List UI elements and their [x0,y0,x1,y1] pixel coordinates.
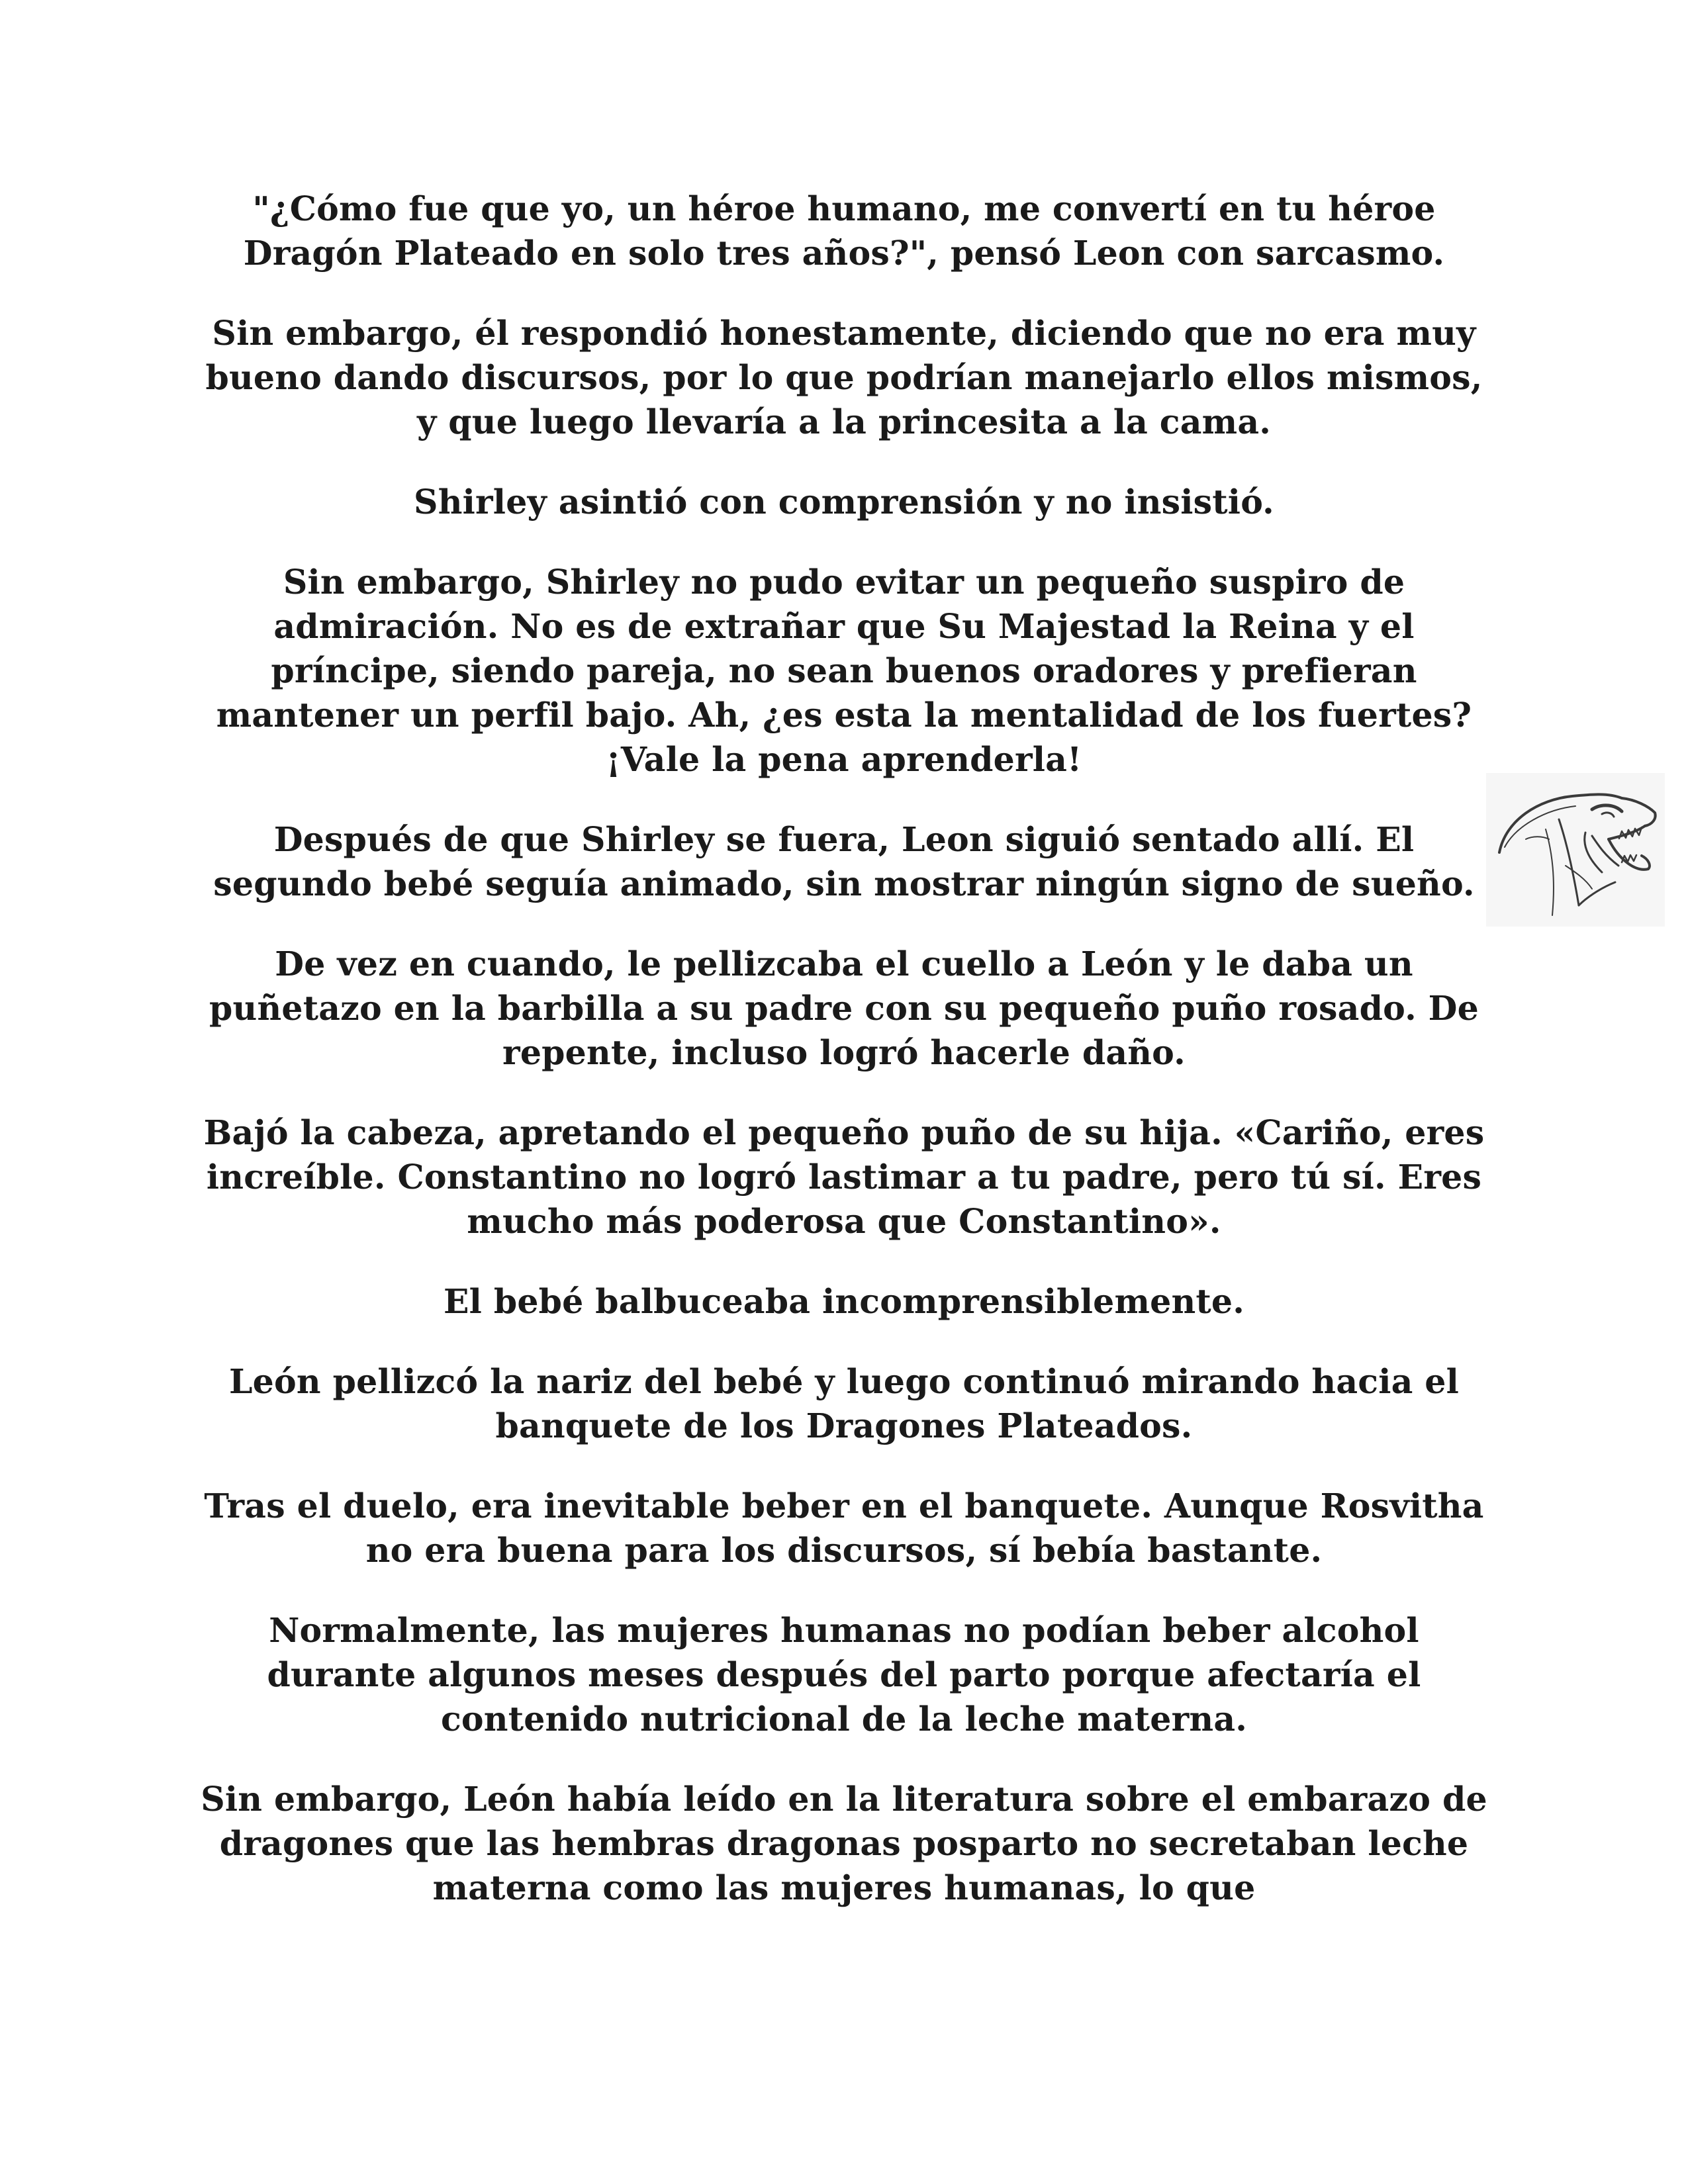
paragraph: Tras el duelo, era inevitable beber en el banquete. Aunque Rosvitha no era buena para los discursos, sí bebía bastante. [204,1486,1484,1570]
paragraph: Shirley asintió con comprensión y no insistió. [414,482,1274,522]
paragraph: "¿Cómo fue que yo, un héroe humano, me convertí en tu héroe Dragón Plateado en solo tres años?", pensó Leon con sarcasmo. [243,189,1445,273]
text-body [199,187,1489,1946]
paragraph: Bajó la cabeza, apretando el pequeño puño de su hija. «Cariño, eres increíble. Constantino no logró lastimar a tu padre, pero tú sí. Eres mucho más poderosa que Constantino». [203,1113,1485,1241]
paragraph: Normalmente, las mujeres humanas no podían beber alcohol durante algunos meses después del parto porque afectaría el contenido nutricional de la leche materna. [267,1611,1421,1739]
dragon-head-icon [1486,773,1665,927]
paragraph: Después de que Shirley se fuera, Leon siguió sentado allí. El segundo bebé seguía animado, sin mostrar ningún signo de sueño. [213,820,1475,903]
paragraph: El bebé balbuceaba incomprensiblemente. [443,1282,1245,1321]
paragraph: León pellizcó la nariz del bebé y luego continuó mirando hacia el banquete de los Dragones Plateados. [228,1362,1460,1445]
paragraph: Sin embargo, León había leído en la literatura sobre el embarazo de dragones que las hembras dragonas posparto no secretaban leche materna como las mujeres humanas, lo que [201,1780,1487,1907]
paragraph: De vez en cuando, le pellizcaba el cuello a León y le daba un puñetazo en la barbilla a su padre con su pequeño puño rosado. De repente, incluso logró hacerle daño. [209,944,1479,1072]
paragraph: Sin embargo, él respondió honestamente, diciendo que no era muy bueno dando discursos, por lo que podrían manejarlo ellos mismos, y que luego llevaría a la princesita a la cama. [205,314,1483,441]
paragraph: Sin embargo, Shirley no pudo evitar un pequeño suspiro de admiración. No es de extrañar que Su Majestad la Reina y el príncipe, siendo pareja, no sean buenos oradores y prefieran mantener un perfil bajo. Ah, ¿es esta la mentalidad de los fuertes? ¡Vale la pena aprenderla! [216,563,1472,779]
